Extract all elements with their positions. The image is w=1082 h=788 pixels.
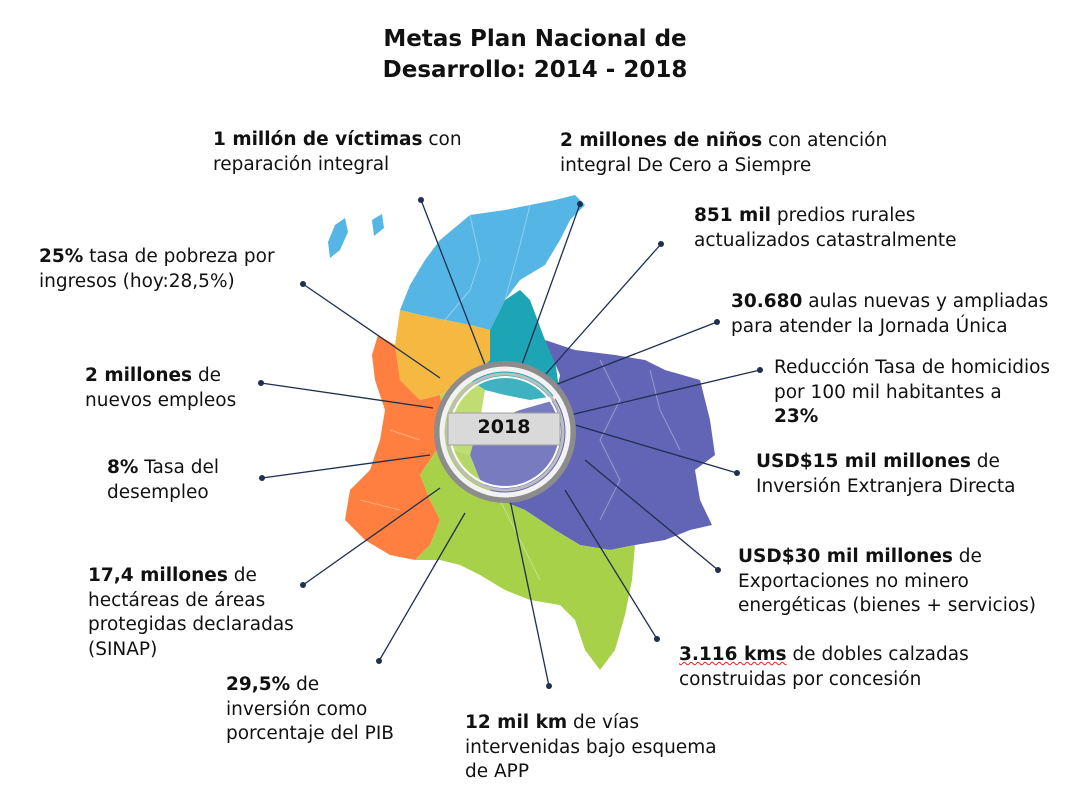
goal-value: USD$30 mil millones [738, 546, 953, 567]
goal-ninos [560, 129, 887, 178]
goal-text: con atención [762, 130, 888, 151]
goal-text: Exportaciones no minero [738, 570, 969, 592]
goal-text: construidas por concesión [679, 668, 922, 690]
goal-ied [756, 450, 1015, 499]
goal-text: porcentaje del PIB [226, 723, 394, 744]
goal-desempleo [107, 456, 219, 505]
goal-text: de [192, 365, 222, 386]
goal-text: tasa de pobreza por [83, 246, 275, 267]
goal-pobreza [39, 245, 275, 294]
goal-text: integral De Cero a Siempre [560, 154, 812, 176]
goal-homicidios [774, 356, 1050, 430]
goal-exportaciones [738, 545, 1036, 619]
goal-aulas [731, 290, 1048, 339]
goal-value: 8% [107, 457, 139, 478]
goal-predios [694, 204, 957, 253]
goal-value: 2 millones [85, 365, 193, 386]
goal-value: 23% [774, 406, 819, 427]
goal-text: hectáreas de áreas [88, 589, 266, 611]
goal-text: de dobles calzadas [786, 644, 969, 665]
goal-value: 1 millón de víctimas [213, 129, 423, 150]
goal-text: Reducción Tasa de homicidios [774, 357, 1051, 378]
title-line-1: Metas Plan Nacional de [383, 26, 687, 52]
goal-text: ingresos (hoy:28,5%) [39, 270, 235, 292]
goal-text: desempleo [107, 481, 209, 503]
goal-value: 12 mil km [465, 712, 568, 733]
goal-text: con [422, 129, 462, 150]
goal-text: de [952, 546, 982, 567]
goal-value: 25% [39, 246, 84, 267]
goal-text: nuevos empleos [85, 389, 237, 411]
goal-text: aulas nuevas y ampliadas [802, 291, 1049, 312]
page-title [300, 24, 770, 86]
hub-year-label: 2018 [477, 416, 531, 438]
island-icon [328, 218, 348, 258]
goal-victimas [213, 128, 462, 177]
goal-text: de [290, 674, 320, 695]
goal-value: 17,4 millones [88, 565, 228, 586]
goal-value: USD$15 mil millones [756, 451, 971, 472]
goal-text: de [227, 565, 257, 586]
goal-value: 3.116 kms [679, 644, 787, 665]
goal-value: 30.680 [731, 291, 803, 312]
goal-text: (SINAP) [88, 638, 158, 660]
goal-calzadas [679, 643, 969, 692]
goal-text: energéticas (bienes + servicios) [738, 595, 1037, 616]
goal-hectareas [88, 564, 294, 662]
goal-value: 851 mil [694, 205, 772, 226]
title-line-2: Desarrollo: 2014 - 2018 [382, 57, 688, 83]
goal-inversion [226, 673, 394, 747]
goal-text: de [970, 451, 1000, 472]
goal-vias [465, 711, 717, 785]
goal-text: protegidas declaradas [88, 614, 294, 635]
goal-text: por 100 mil habitantes a [774, 381, 1002, 403]
region-caribe [400, 195, 585, 330]
goal-text: reparación integral [213, 153, 390, 175]
goal-text: Tasa del [138, 457, 219, 478]
goal-text: para atender la Jornada Única [731, 315, 1008, 337]
goal-value: 2 millones de niños [560, 130, 763, 151]
goal-text: de vías [567, 712, 640, 733]
goal-text: actualizados catastralmente [694, 229, 957, 251]
goal-text: intervenidas bajo esquema [465, 736, 717, 758]
goal-text: Inversión Extranjera Directa [756, 475, 1016, 497]
goal-text: inversión como [226, 698, 368, 720]
island-icon [372, 214, 384, 236]
goal-text: de APP [465, 761, 529, 782]
goal-text: predios rurales [771, 205, 916, 226]
goal-empleos [85, 364, 236, 413]
goal-value: 29,5% [226, 674, 291, 695]
